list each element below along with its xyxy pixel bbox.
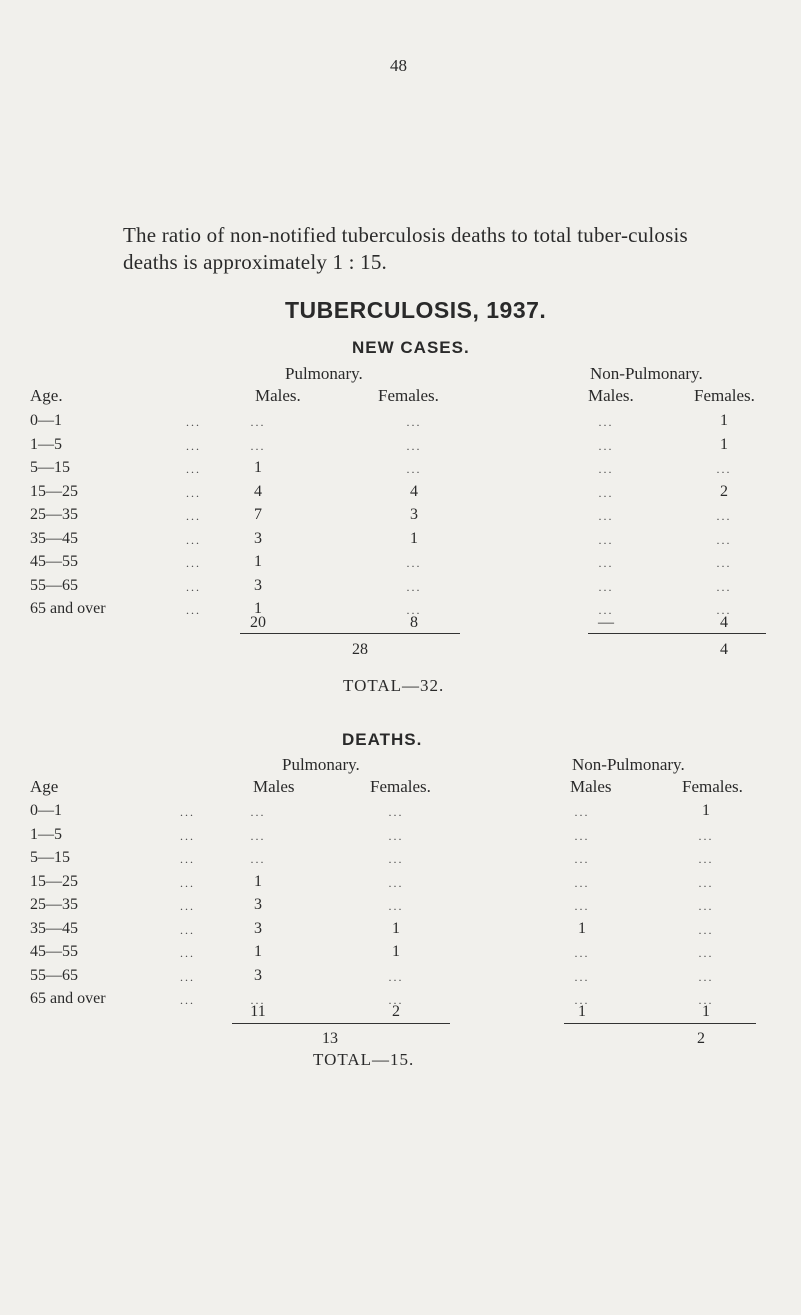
age-group-label: 15—25: [30, 872, 78, 890]
page-number: 48: [390, 56, 407, 75]
deaths-males-label: Males: [253, 777, 295, 796]
cell-nm: ...: [574, 946, 590, 960]
cell-pf: ...: [406, 415, 422, 429]
age-group-label: 25—35: [30, 896, 78, 913]
leader-dots: ...: [180, 946, 195, 960]
new-cases-grand-total: TOTAL—32.: [343, 676, 445, 695]
leader-dots: ...: [186, 485, 201, 500]
leader-dots: ...: [180, 993, 195, 1007]
cell-pm: 3: [254, 919, 262, 937]
leader-dots: ...: [180, 875, 195, 890]
deaths-subtotal-non-pulmonary: 2: [697, 1030, 705, 1047]
new-cases-age-label: Age.: [30, 386, 63, 405]
cell-pm: 3: [254, 966, 262, 984]
leader-dots: ...: [186, 556, 201, 570]
cell-nf: ...: [698, 899, 714, 913]
leader-dots: ...: [186, 438, 201, 453]
cell-nf: ...: [698, 922, 714, 937]
cell-nm: ...: [574, 993, 590, 1007]
cell-pf: ...: [406, 579, 422, 594]
deaths-pulmonary-label: Pulmonary.: [282, 755, 360, 774]
cell-nf: ...: [716, 462, 732, 476]
cell-nf: 1: [720, 412, 728, 429]
cell-pm: 7: [254, 506, 262, 523]
deaths-non-pulmonary-label: Non-Pulmonary.: [572, 755, 685, 774]
new-cases-pulmonary-rule: [240, 633, 460, 634]
age-group-label: 35—45: [30, 529, 78, 547]
total-nf: 1: [702, 1003, 710, 1020]
cell-pf: 1: [392, 919, 400, 937]
leader-dots: ...: [186, 415, 201, 429]
new-cases-np-males-label: Males.: [588, 386, 634, 405]
cell-pf: ...: [406, 462, 422, 476]
deaths-age-label: Age: [30, 777, 59, 796]
cell-pm: 1: [254, 459, 262, 476]
deaths-pulmonary-rule: [232, 1023, 450, 1024]
cell-pm: ...: [250, 805, 266, 819]
age-group-label: 1—5: [30, 435, 62, 453]
new-cases-heading: NEW CASES.: [352, 338, 470, 357]
cell-nm: 1: [578, 919, 586, 937]
age-group-label: 45—55: [30, 943, 78, 960]
cell-nf: ...: [698, 993, 714, 1007]
deaths-subtotal-pulmonary: 13: [322, 1030, 338, 1047]
leader-dots: ...: [186, 603, 201, 617]
deaths-non-pulmonary-rule: [564, 1023, 756, 1024]
total-pm: 20: [250, 614, 266, 631]
cell-nf: ...: [698, 969, 714, 984]
leader-dots: ...: [180, 899, 195, 913]
page-title: TUBERCULOSIS, 1937.: [285, 297, 547, 323]
deaths-heading: DEATHS.: [342, 730, 423, 749]
age-group-label: 5—15: [30, 459, 70, 476]
cell-nf: ...: [698, 852, 714, 866]
leader-dots: ...: [186, 509, 201, 523]
deaths-females-label: Females.: [370, 777, 431, 796]
cell-pf: 4: [410, 482, 418, 500]
age-group-label: 55—65: [30, 966, 78, 984]
total-nm: —: [598, 614, 614, 631]
cell-pm: 1: [254, 600, 262, 617]
cell-nm: ...: [598, 438, 614, 453]
cell-nm: ...: [574, 828, 590, 843]
total-nm: 1: [578, 1003, 586, 1020]
cell-nf: ...: [698, 946, 714, 960]
leader-dots: ...: [180, 828, 195, 843]
cell-pm: 3: [254, 896, 262, 913]
cell-nm: ...: [574, 852, 590, 866]
leader-dots: ...: [186, 532, 201, 547]
cell-nf: 1: [702, 802, 710, 819]
age-group-label: 15—25: [30, 482, 78, 500]
cell-nm: ...: [598, 532, 614, 547]
new-cases-non-pulmonary-label: Non-Pulmonary.: [590, 364, 703, 383]
cell-pm: ...: [250, 438, 266, 453]
leader-dots: ...: [180, 805, 195, 819]
cell-nf: ...: [716, 556, 732, 570]
cell-nm: ...: [574, 805, 590, 819]
cell-nf: ...: [716, 509, 732, 523]
cell-nm: ...: [574, 899, 590, 913]
age-group-label: 35—45: [30, 919, 78, 937]
cell-pf: 3: [410, 506, 418, 523]
total-pf: 8: [410, 614, 418, 631]
age-group-label: 0—1: [30, 412, 62, 429]
cell-nf: ...: [698, 828, 714, 843]
cell-nm: ...: [598, 415, 614, 429]
cell-nf: ...: [716, 579, 732, 594]
total-nf: 4: [720, 614, 728, 631]
new-cases-non-pulmonary-rule: [588, 633, 766, 634]
age-group-label: 45—55: [30, 553, 78, 570]
leader-dots: ...: [180, 969, 195, 984]
cell-pm: 1: [254, 943, 262, 960]
cell-nf: 1: [720, 435, 728, 453]
cell-nf: ...: [716, 532, 732, 547]
new-cases-subtotal-non-pulmonary: 4: [720, 641, 728, 658]
age-group-label: 65 and over: [30, 600, 106, 617]
total-pm: 11: [250, 1003, 266, 1020]
age-group-label: 55—65: [30, 576, 78, 594]
cell-pm: 1: [254, 872, 262, 890]
cell-pm: 3: [254, 576, 262, 594]
leader-dots: ...: [186, 579, 201, 594]
leader-dots: ...: [180, 852, 195, 866]
new-cases-males-label: Males.: [255, 386, 301, 405]
cell-pf: ...: [388, 993, 404, 1007]
age-group-label: 25—35: [30, 506, 78, 523]
cell-pf: 1: [410, 529, 418, 547]
cell-pm: ...: [250, 993, 266, 1007]
cell-pf: 1: [392, 943, 400, 960]
intro-paragraph: The ratio of non-notified tuberculosis deaths to total tuber-culosis deaths is approximately 1 : 15.: [123, 223, 688, 274]
cell-nf: ...: [698, 875, 714, 890]
leader-dots: ...: [180, 922, 195, 937]
total-pf: 2: [392, 1003, 400, 1020]
deaths-np-females-label: Females.: [682, 777, 743, 796]
cell-pf: ...: [406, 438, 422, 453]
cell-pm: 4: [254, 482, 262, 500]
cell-pf: ...: [388, 828, 404, 843]
cell-nm: ...: [598, 579, 614, 594]
cell-pf: ...: [388, 875, 404, 890]
cell-nm: ...: [598, 485, 614, 500]
cell-nm: ...: [598, 603, 614, 617]
deaths-np-males-label: Males: [570, 777, 612, 796]
new-cases-np-females-label: Females.: [694, 386, 755, 405]
cell-pf: ...: [388, 805, 404, 819]
age-group-label: 0—1: [30, 802, 62, 819]
cell-nf: ...: [716, 603, 732, 617]
cell-nm: ...: [574, 969, 590, 984]
deaths-grand-total: TOTAL—15.: [313, 1050, 415, 1069]
cell-pf: ...: [406, 556, 422, 570]
age-group-label: 1—5: [30, 825, 62, 843]
cell-pm: ...: [250, 852, 266, 866]
cell-nf: 2: [720, 482, 728, 500]
cell-pm: ...: [250, 415, 266, 429]
cell-pf: ...: [406, 603, 422, 617]
cell-pm: 3: [254, 529, 262, 547]
age-group-label: 65 and over: [30, 990, 106, 1007]
cell-nm: ...: [598, 509, 614, 523]
cell-nm: ...: [598, 556, 614, 570]
cell-pf: ...: [388, 969, 404, 984]
cell-nm: ...: [598, 462, 614, 476]
new-cases-pulmonary-label: Pulmonary.: [285, 364, 363, 383]
cell-pm: ...: [250, 828, 266, 843]
new-cases-subtotal-pulmonary: 28: [352, 641, 368, 658]
cell-nm: ...: [574, 875, 590, 890]
cell-pm: 1: [254, 553, 262, 570]
age-group-label: 5—15: [30, 849, 70, 866]
leader-dots: ...: [186, 462, 201, 476]
new-cases-females-label: Females.: [378, 386, 439, 405]
cell-pf: ...: [388, 852, 404, 866]
cell-pf: ...: [388, 899, 404, 913]
